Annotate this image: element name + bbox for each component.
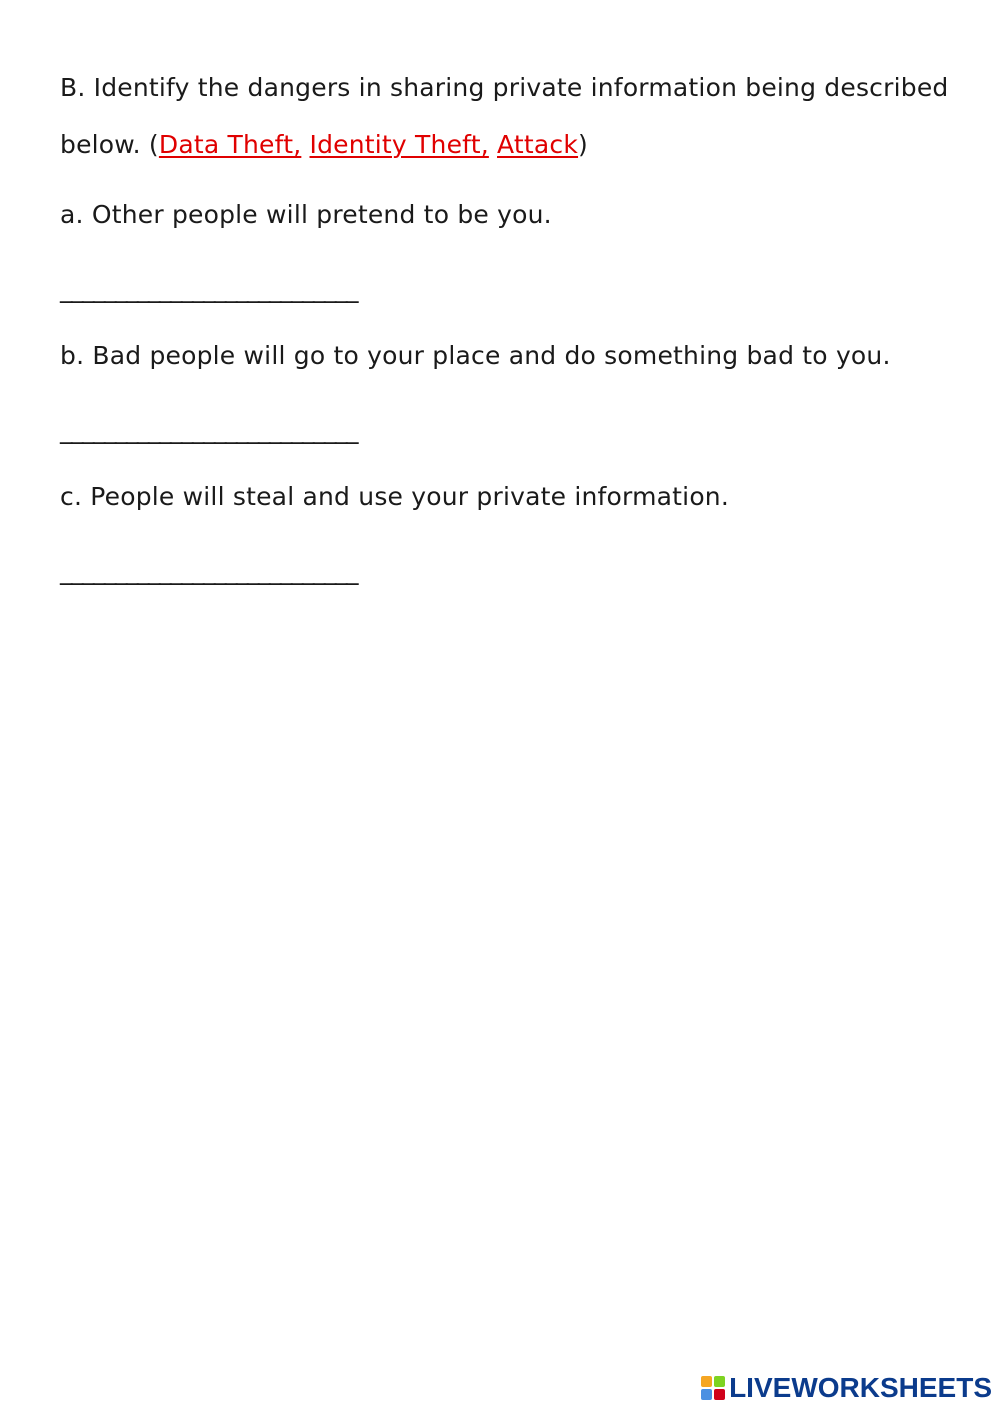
instruction-line-2 [60, 128, 588, 162]
question-text: c. People will steal and use your private information. [60, 482, 730, 511]
option-attack: Attack [497, 130, 579, 159]
option-data-theft: Data Theft, [158, 130, 302, 159]
liveworksheets-logo-icon [701, 1376, 725, 1400]
question-text: b. Bad people will go to your place and do something bad to you. [60, 341, 891, 370]
instruction-text: B. Identify the dangers in sharing private information being described [60, 73, 949, 102]
answer-blank-c[interactable]: ___________________________ [60, 556, 357, 585]
instruction-line-1 [60, 71, 948, 105]
question-a [60, 198, 552, 232]
answer-blank-a[interactable]: ___________________________ [60, 274, 357, 303]
answer-blank-b[interactable]: ___________________________ [60, 415, 357, 444]
question-b [60, 339, 891, 373]
logo-text: LIVEWORKSHEETS [729, 1372, 992, 1403]
question-c [60, 480, 729, 514]
liveworksheets-logo [701, 1371, 992, 1405]
question-text: a. Other people will pretend to be you. [60, 200, 552, 229]
instruction-prefix: below. ( [60, 130, 159, 159]
option-identity-theft: Identity Theft, [309, 130, 489, 159]
instruction-suffix: ) [578, 130, 589, 159]
